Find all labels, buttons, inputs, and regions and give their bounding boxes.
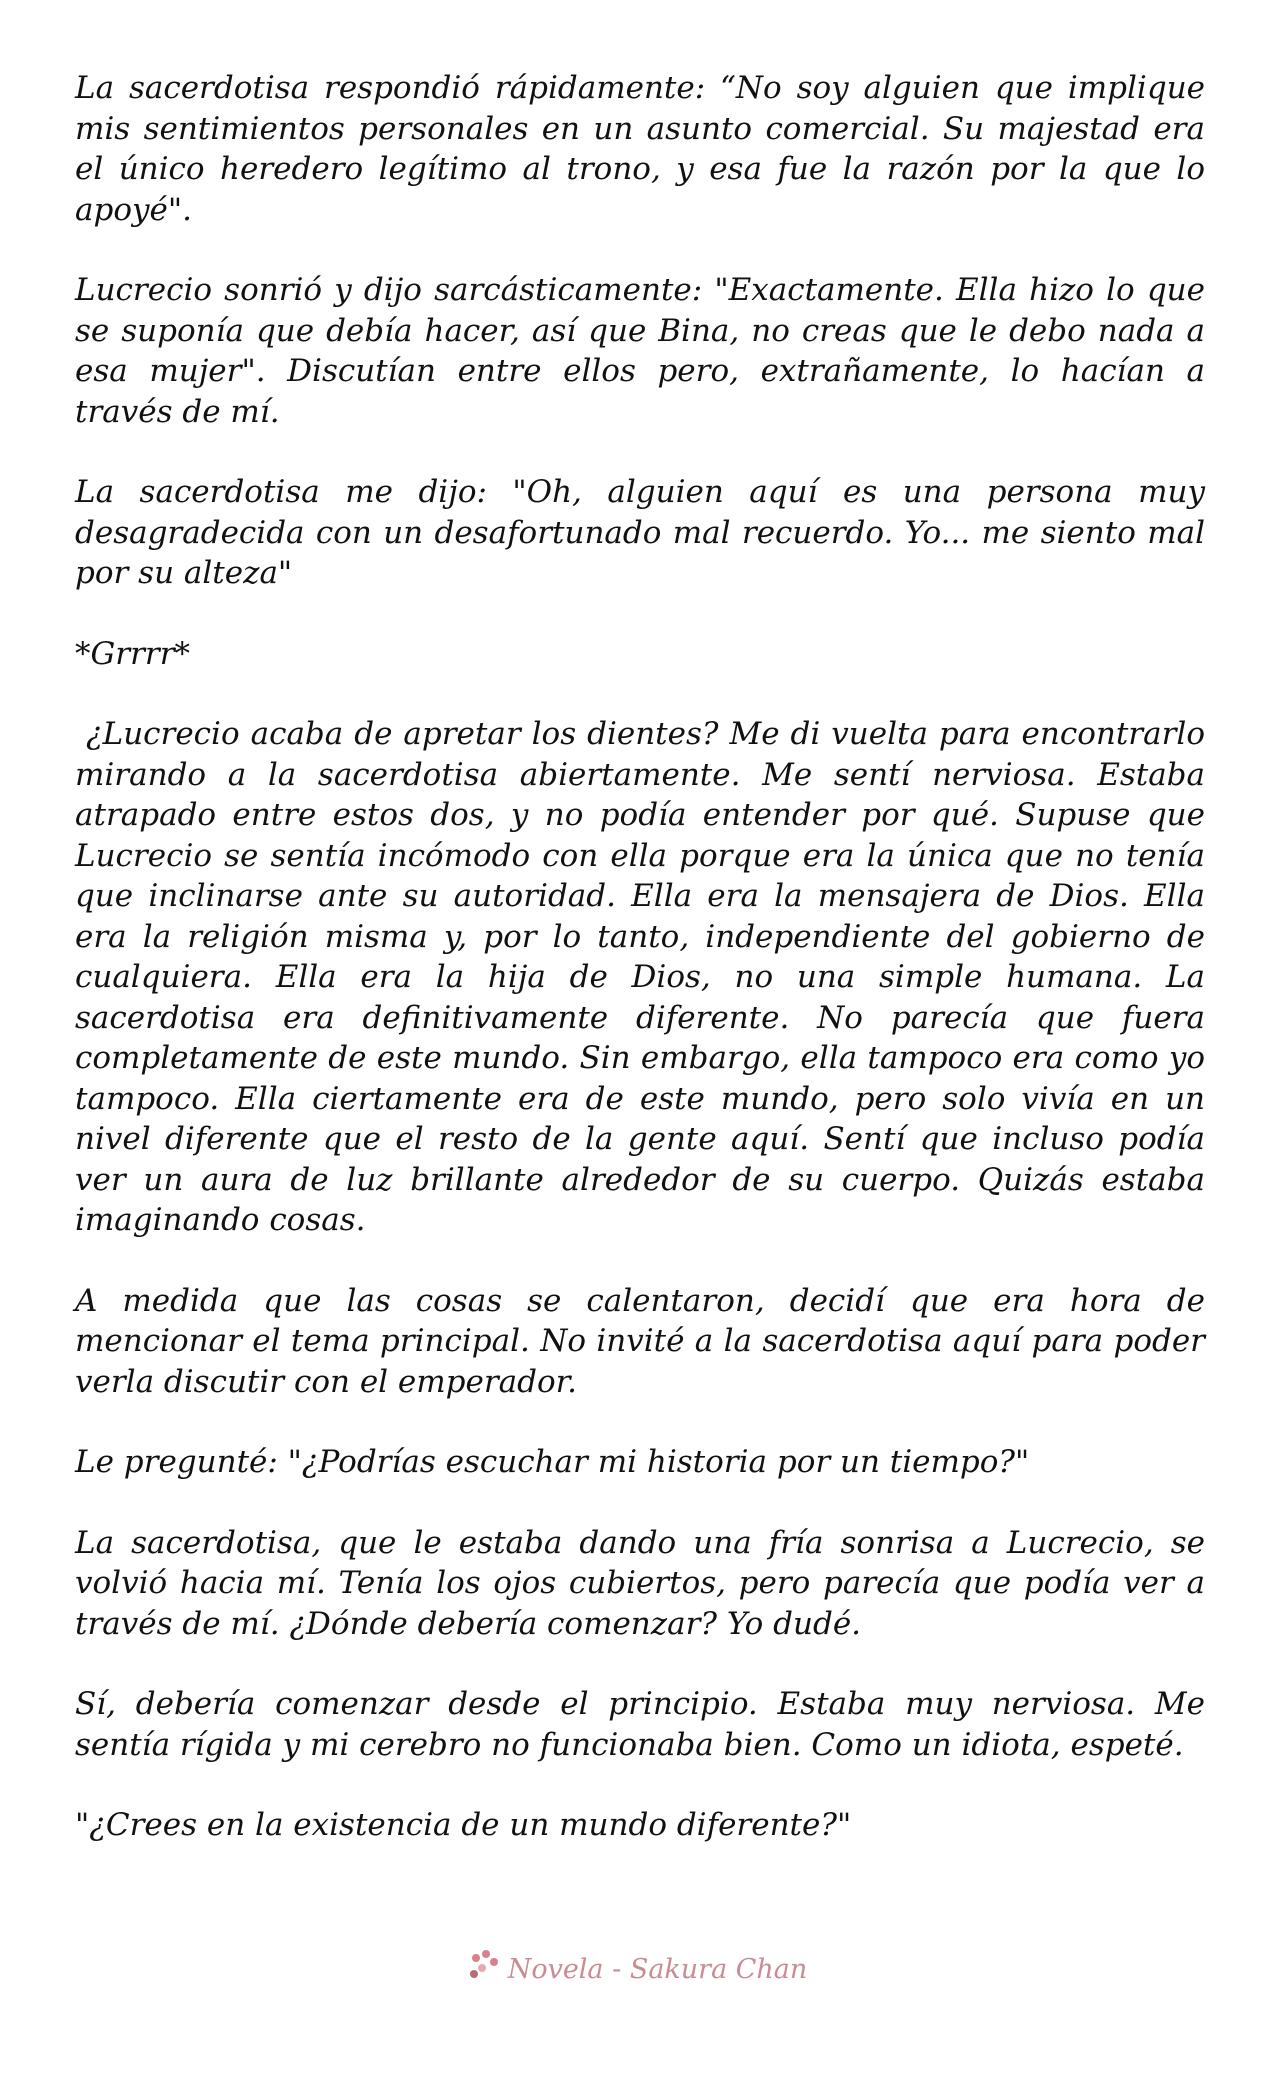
paragraph: Lucrecio sonrió y dijo sarcásticamente: "Exactamente. Ella hizo lo que se suponía que debía hacer, así que Bina, no creas que le debo nada a esa mujer". Discutían entre ellos pero, extrañamente, lo hacían a través de mí. (75, 272, 1205, 430)
paragraph: A medida que las cosas se calentaron, decidí que era hora de mencionar el tema principal. No invité a la sacerdotisa aquí para poder verla discutir con el emperador. (75, 1282, 1205, 1400)
footer-watermark (0, 1950, 1275, 1985)
paragraph: La sacerdotisa, que le estaba dando una fría sonrisa a Lucrecio, se volvió hacia mí. Tenía los ojos cubiertos, pero parecía que podía ver a través de mí. ¿Dónde debería comenzar? Yo dudé. (75, 1524, 1205, 1642)
paragraph: La sacerdotisa respondió rápidamente: “No soy alguien que implique mis sentimientos personales en un asunto comercial. Su majestad era el único heredero legítimo al trono, y esa fue la razón por la que lo apoyé". (75, 70, 1205, 228)
footer-text: Novela - Sakura Chan (507, 1954, 808, 1985)
paragraph: *Grrrr* (75, 635, 191, 672)
sakura-flower-icon (468, 1950, 502, 1980)
paragraph: ¿Lucrecio acaba de apretar los dientes? Me di vuelta para encontrarlo mirando a la sacerdotisa abiertamente. Me sentí nerviosa. Estaba atrapado entre estos dos, y no podía entender por qué. Supuse que Lucrecio se sentía incómodo con ella porque era la única que no tenía que inclinarse ante su autoridad. Ella era la mensajera de Dios. Ella era la religión misma y, por lo tanto, independiente del gobierno de cualquiera. Ella era la hija de Dios, no una simple humana. La sacerdotisa era definitivamente diferente. No parecía que fuera completamente de este mundo. Sin embargo, ella tampoco era como yo tampoco. Ella ciertamente era de este mundo, pero solo vivía en un nivel diferente que el resto de la gente aquí. Sentí que incluso podía ver un aura de luz brillante alrededor de su cuerpo. Quizás estaba imaginando cosas. (75, 716, 1215, 1238)
paragraph: "¿Crees en la existencia de un mundo diferente?" (75, 1807, 852, 1843)
paragraph: La sacerdotisa me dijo: "Oh, alguien aquí es una persona muy desagradecida con un desafortunado mal recuerdo. Yo... me siento mal por su alteza" (75, 474, 1205, 591)
document-body (75, 68, 1215, 1886)
paragraph: Le pregunté: "¿Podrías escuchar mi historia por un tiempo?" (75, 1444, 1030, 1480)
paragraph: Sí, debería comenzar desde el principio. Estaba muy nerviosa. Me sentía rígida y mi cerebro no funcionaba bien. Como un idiota, espeté. (75, 1686, 1205, 1763)
